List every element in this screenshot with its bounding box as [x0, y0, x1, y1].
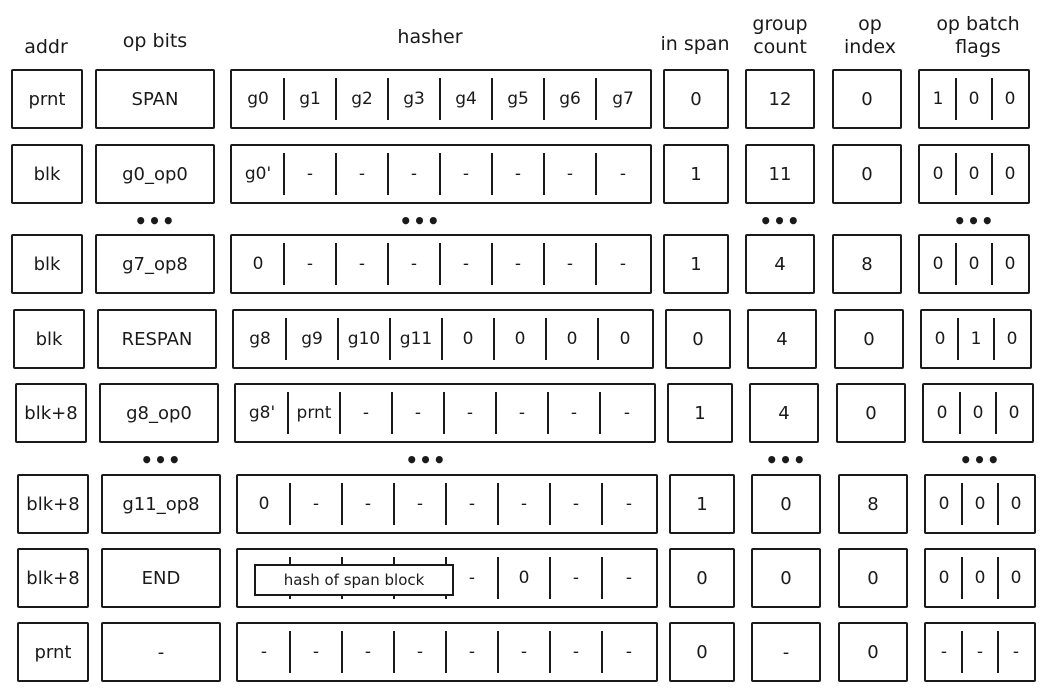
- hasher-value: -: [358, 164, 366, 184]
- hasher-cell: [230, 144, 652, 204]
- flag-value: 0: [974, 568, 986, 588]
- header-hasher: hasher: [397, 26, 463, 48]
- flag-value: 0: [972, 403, 984, 423]
- flag-value: 0: [932, 254, 944, 274]
- flag-value: 0: [1010, 568, 1022, 588]
- ellipsis-op: •••: [134, 209, 176, 233]
- addr-cell: blk+8: [15, 383, 87, 443]
- hasher-cell: [232, 309, 654, 369]
- flag-value: 0: [936, 403, 948, 423]
- flag-value: 0: [968, 254, 980, 274]
- hasher-value: -: [462, 254, 470, 274]
- addr-cell: prnt: [11, 69, 83, 129]
- op-batch-flags-cell: [918, 144, 1030, 204]
- hasher-value: -: [414, 403, 422, 423]
- header-group-count-line2: count: [753, 36, 807, 58]
- hasher-value: -: [410, 254, 418, 274]
- ellipsis-gc: •••: [759, 209, 801, 233]
- hasher-value: 0: [258, 494, 270, 514]
- header-op-index: [830, 13, 910, 59]
- op-index-cell: 8: [832, 234, 902, 294]
- addr-cell: blk+8: [17, 548, 89, 608]
- hasher-value: -: [566, 164, 574, 184]
- hasher-value: -: [416, 642, 424, 662]
- header-group-count: [740, 13, 820, 59]
- hasher-value: 0: [518, 568, 530, 588]
- flag-value: 0: [974, 494, 986, 514]
- in-span-cell: 0: [663, 69, 729, 129]
- hasher-value: g2: [351, 89, 373, 109]
- hasher-value: -: [514, 254, 522, 274]
- hasher-cell: [236, 548, 658, 608]
- op-bits-cell: g7_op8: [95, 234, 215, 294]
- group-count-cell: 11: [745, 144, 815, 204]
- hasher-value: -: [570, 403, 578, 423]
- hasher-value: -: [416, 494, 424, 514]
- hasher-value: -: [358, 254, 366, 274]
- op-index-cell: 0: [834, 309, 904, 369]
- hasher-value: g8: [249, 329, 271, 349]
- hasher-value: g6: [559, 89, 581, 109]
- header-addr: addr: [24, 36, 68, 58]
- hasher-value: -: [572, 568, 580, 588]
- hasher-cell: [236, 474, 658, 534]
- hasher-value: -: [462, 164, 470, 184]
- header-flags-line2: flags: [955, 36, 1001, 58]
- op-bits-cell: END: [101, 548, 221, 608]
- flag-value: -: [940, 642, 948, 662]
- flag-value: 0: [932, 164, 944, 184]
- hasher-value: -: [260, 642, 268, 662]
- hasher-value: g3: [403, 89, 425, 109]
- hasher-value: g8': [248, 403, 276, 423]
- hasher-value: -: [364, 642, 372, 662]
- flag-value: -: [976, 642, 984, 662]
- hasher-value: prnt: [296, 403, 332, 423]
- op-bits-cell: RESPAN: [97, 309, 217, 369]
- hasher-value: -: [625, 568, 633, 588]
- flag-value: 0: [1008, 403, 1020, 423]
- header-group-count-line1: group: [752, 13, 808, 35]
- hasher-value: -: [619, 164, 627, 184]
- in-span-cell: 0: [669, 548, 735, 608]
- hasher-value: -: [514, 164, 522, 184]
- hasher-value: -: [312, 642, 320, 662]
- op-index-cell: 0: [838, 548, 908, 608]
- hasher-value: -: [306, 164, 314, 184]
- group-count-cell: 4: [749, 383, 819, 443]
- hasher-value: 0: [619, 329, 631, 349]
- hasher-cell: [230, 234, 652, 294]
- addr-cell: blk: [11, 144, 83, 204]
- ellipsis-flags: •••: [953, 209, 995, 233]
- op-batch-flags-cell: [924, 548, 1036, 608]
- hasher-value: g9: [301, 329, 323, 349]
- addr-cell: blk: [13, 309, 85, 369]
- hasher-value: g10: [347, 329, 381, 349]
- ellipsis-flags: •••: [959, 448, 1001, 472]
- group-count-cell: 4: [745, 234, 815, 294]
- op-bits-cell: -: [101, 622, 221, 682]
- hasher-cell: [230, 69, 652, 129]
- hasher-value: -: [364, 494, 372, 514]
- op-batch-flags-cell: [920, 309, 1032, 369]
- in-span-cell: 1: [667, 383, 733, 443]
- op-batch-flags-cell: [924, 622, 1036, 682]
- hasher-value: -: [362, 403, 370, 423]
- header-op-index-line1: op: [858, 13, 882, 35]
- header-op-batch-flags: [918, 13, 1038, 59]
- hasher-value: -: [468, 642, 476, 662]
- hasher-value: -: [466, 403, 474, 423]
- hasher-value: 0: [252, 254, 264, 274]
- op-batch-flags-cell: [918, 69, 1030, 129]
- flag-value: 1: [970, 329, 982, 349]
- hasher-value: -: [468, 494, 476, 514]
- op-index-cell: 0: [838, 622, 908, 682]
- group-count-cell: 0: [751, 474, 821, 534]
- op-bits-cell: SPAN: [95, 69, 215, 129]
- flag-value: 0: [1010, 494, 1022, 514]
- op-bits-cell: g0_op0: [95, 144, 215, 204]
- op-bits-cell: g11_op8: [101, 474, 221, 534]
- hasher-cell: [236, 622, 658, 682]
- group-count-cell: 0: [751, 548, 821, 608]
- hasher-value: -: [623, 403, 631, 423]
- hasher-value: g4: [455, 89, 477, 109]
- in-span-cell: 0: [669, 622, 735, 682]
- flag-value: 0: [968, 89, 980, 109]
- op-batch-flags-cell: [924, 474, 1036, 534]
- hasher-value: -: [312, 494, 320, 514]
- hasher-value: -: [625, 642, 633, 662]
- hasher-value: g0: [247, 89, 269, 109]
- flag-value: 0: [1006, 329, 1018, 349]
- hasher-value: -: [566, 254, 574, 274]
- hasher-value: g5: [507, 89, 529, 109]
- ellipsis-hasher: •••: [399, 209, 441, 233]
- flag-value: 0: [938, 494, 950, 514]
- addr-cell: blk: [11, 234, 83, 294]
- hasher-value: 0: [462, 329, 474, 349]
- hasher-value: 0: [514, 329, 526, 349]
- op-bits-cell: g8_op0: [99, 383, 219, 443]
- op-batch-flags-cell: [918, 234, 1030, 294]
- op-batch-flags-cell: [922, 383, 1034, 443]
- hash-of-span-block-label: hash of span block: [254, 564, 454, 596]
- hasher-value: -: [520, 642, 528, 662]
- in-span-cell: 1: [663, 144, 729, 204]
- ellipsis-hasher: •••: [405, 448, 447, 472]
- op-index-cell: 0: [832, 69, 902, 129]
- group-count-cell: 4: [747, 309, 817, 369]
- hasher-value: g11: [399, 329, 433, 349]
- in-span-cell: 1: [669, 474, 735, 534]
- hasher-value: 0: [566, 329, 578, 349]
- flag-value: 0: [968, 164, 980, 184]
- flag-value: -: [1012, 642, 1020, 662]
- hasher-value: -: [572, 494, 580, 514]
- in-span-cell: 0: [665, 309, 731, 369]
- op-index-cell: 0: [832, 144, 902, 204]
- hasher-value: -: [306, 254, 314, 274]
- flag-value: 1: [932, 89, 944, 109]
- header-flags-line1: op batch: [936, 13, 1020, 35]
- hasher-value: -: [625, 494, 633, 514]
- hasher-value: g7: [612, 89, 634, 109]
- hasher-cell: [234, 383, 656, 443]
- ellipsis-op: •••: [140, 448, 182, 472]
- header-op-index-line2: index: [844, 36, 896, 58]
- flag-value: 0: [934, 329, 946, 349]
- hasher-value: -: [572, 642, 580, 662]
- in-span-cell: 1: [663, 234, 729, 294]
- hasher-value: -: [410, 164, 418, 184]
- hasher-value: -: [468, 568, 476, 588]
- hasher-value: -: [520, 494, 528, 514]
- hasher-value: g0': [244, 164, 272, 184]
- group-count-cell: 12: [745, 69, 815, 129]
- addr-cell: prnt: [17, 622, 89, 682]
- hasher-value: g1: [299, 89, 321, 109]
- header-in-span: in span: [660, 33, 730, 55]
- flag-value: 0: [1004, 89, 1016, 109]
- addr-cell: blk+8: [17, 474, 89, 534]
- group-count-cell: -: [751, 622, 821, 682]
- ellipsis-gc: •••: [765, 448, 807, 472]
- op-index-cell: 0: [836, 383, 906, 443]
- op-index-cell: 8: [838, 474, 908, 534]
- hasher-value: -: [518, 403, 526, 423]
- flag-value: 0: [938, 568, 950, 588]
- flag-value: 0: [1004, 164, 1016, 184]
- hasher-value: -: [619, 254, 627, 274]
- header-op-bits: op bits: [122, 30, 188, 52]
- flag-value: 0: [1004, 254, 1016, 274]
